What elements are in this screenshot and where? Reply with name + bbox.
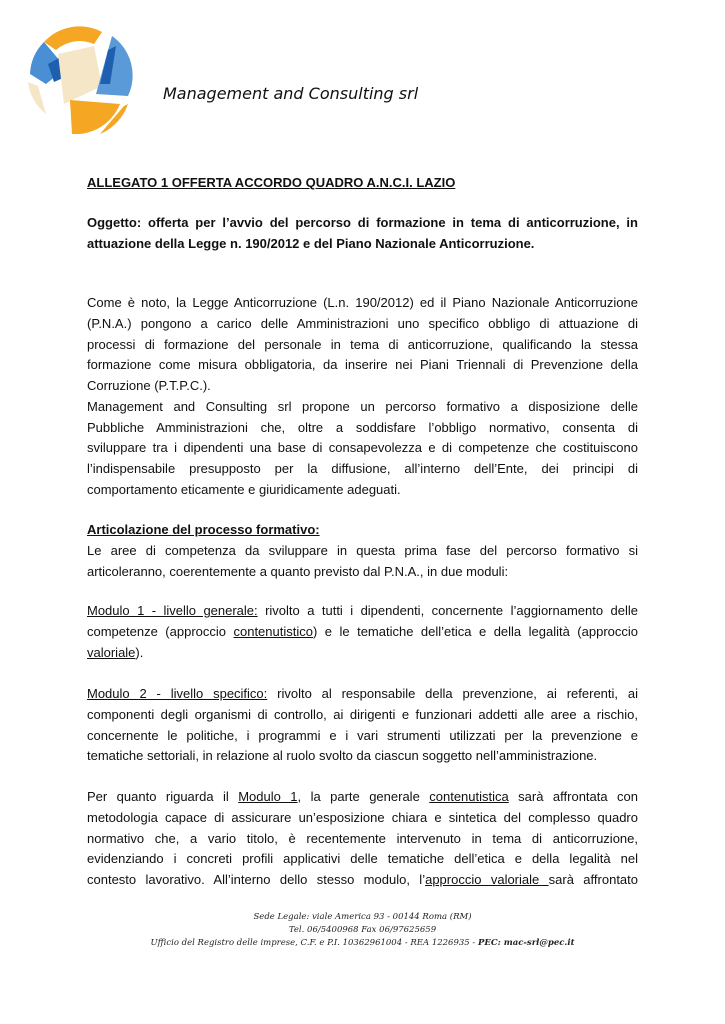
modulo-2-paragraph: Modulo 2 - livello specifico: rivolto al responsabile della prevenzione, ai referenti, ai componenti degli organismi di controllo, ai dirigenti e funzionari addetti alle aree a rischio, concernente le politiche, i programmi e i vari strumenti utilizzati per la prevenzione e tematiche settoriali, in relazione al ruolo svolto da ciascun soggetto nell’amministrazione. <box>87 686 638 764</box>
document-title: ALLEGATO 1 OFFERTA ACCORDO QUADRO A.N.C.I. LAZIO <box>87 175 456 190</box>
company-name: Management and Consulting srl <box>163 84 419 103</box>
modulo-1-detail-paragraph: Per quanto riguarda il Modulo 1, la parte generale contenutistica sarà affrontata con metodologia capace di assicurare un’esposizione chiara e sintetica del complesso quadro normativo che, a vario titolo, è recentemente intervenuto in tema di anticorruzione, evidenziando i concreti profili applicativi delle tematiche dell’etica e della legalità nel contesto lavorativo. All’interno dello stesso modulo, l’approccio valoriale sarà affrontato <box>87 789 639 887</box>
subject: Oggetto: offerta per l’avvio del percorso di formazione in tema di anticorruzione, in attuazione della Legge n. 190/2012 e del Piano Nazionale Anticorruzione. <box>87 215 638 251</box>
footer: Sede Legale: viale America 93 - 00144 Roma (RM) Tel. 06/5400968 Fax 06/97625659 Ufficio del Registro delle imprese, C.F. e P.I. 10362961004 - REA 1226935 - PEC: mac-srl@pec.it <box>150 912 575 948</box>
intro-paragraph: Come è noto, la Legge Anticorruzione (L.n. 190/2012) ed il Piano Nazionale Anticorruzione (P.N.A.) pongono a carico delle Amministrazioni uno specifico obbligo di attuazione di processi di formazione del personale in tema di anticorruzione, qualificando la stessa formazione come misura obbligatoria, da inserire nei Piani Triennali di Prevenzione della Corruzione (P.T.P.C.). Management and Consulting srl propone un percorso formativo a disposizione delle Pubbliche Amministrazioni che, oltre a soddisfare l’obbligo normativo, consenta di sviluppare tra i dipendenti una base di consapevolezza e di competenze che costituiscono l’indispensabile presupposto per la diffusione, all’interno dell’Ente, dei principi di comportamento eticamente e giuridicamente adeguati. <box>87 295 638 497</box>
section-heading: Articolazione del processo formativo: <box>87 522 320 537</box>
process-section: Articolazione del processo formativo: Le aree di competenza da sviluppare in questa prima fase del percorso formativo si articoleranno, coerentemente a quanto previsto dal P.N.A., in due moduli: <box>87 522 638 579</box>
company-logo <box>24 24 134 134</box>
modulo-1-paragraph: Modulo 1 - livello generale: rivolto a tutti i dipendenti, concernente l’aggiornamento delle competenze (approccio contenutistico) e le tematiche dell’etica e della legalità (approccio valoriale). <box>87 603 639 660</box>
pec-email: PEC: mac-srl@pec.it <box>477 938 575 948</box>
